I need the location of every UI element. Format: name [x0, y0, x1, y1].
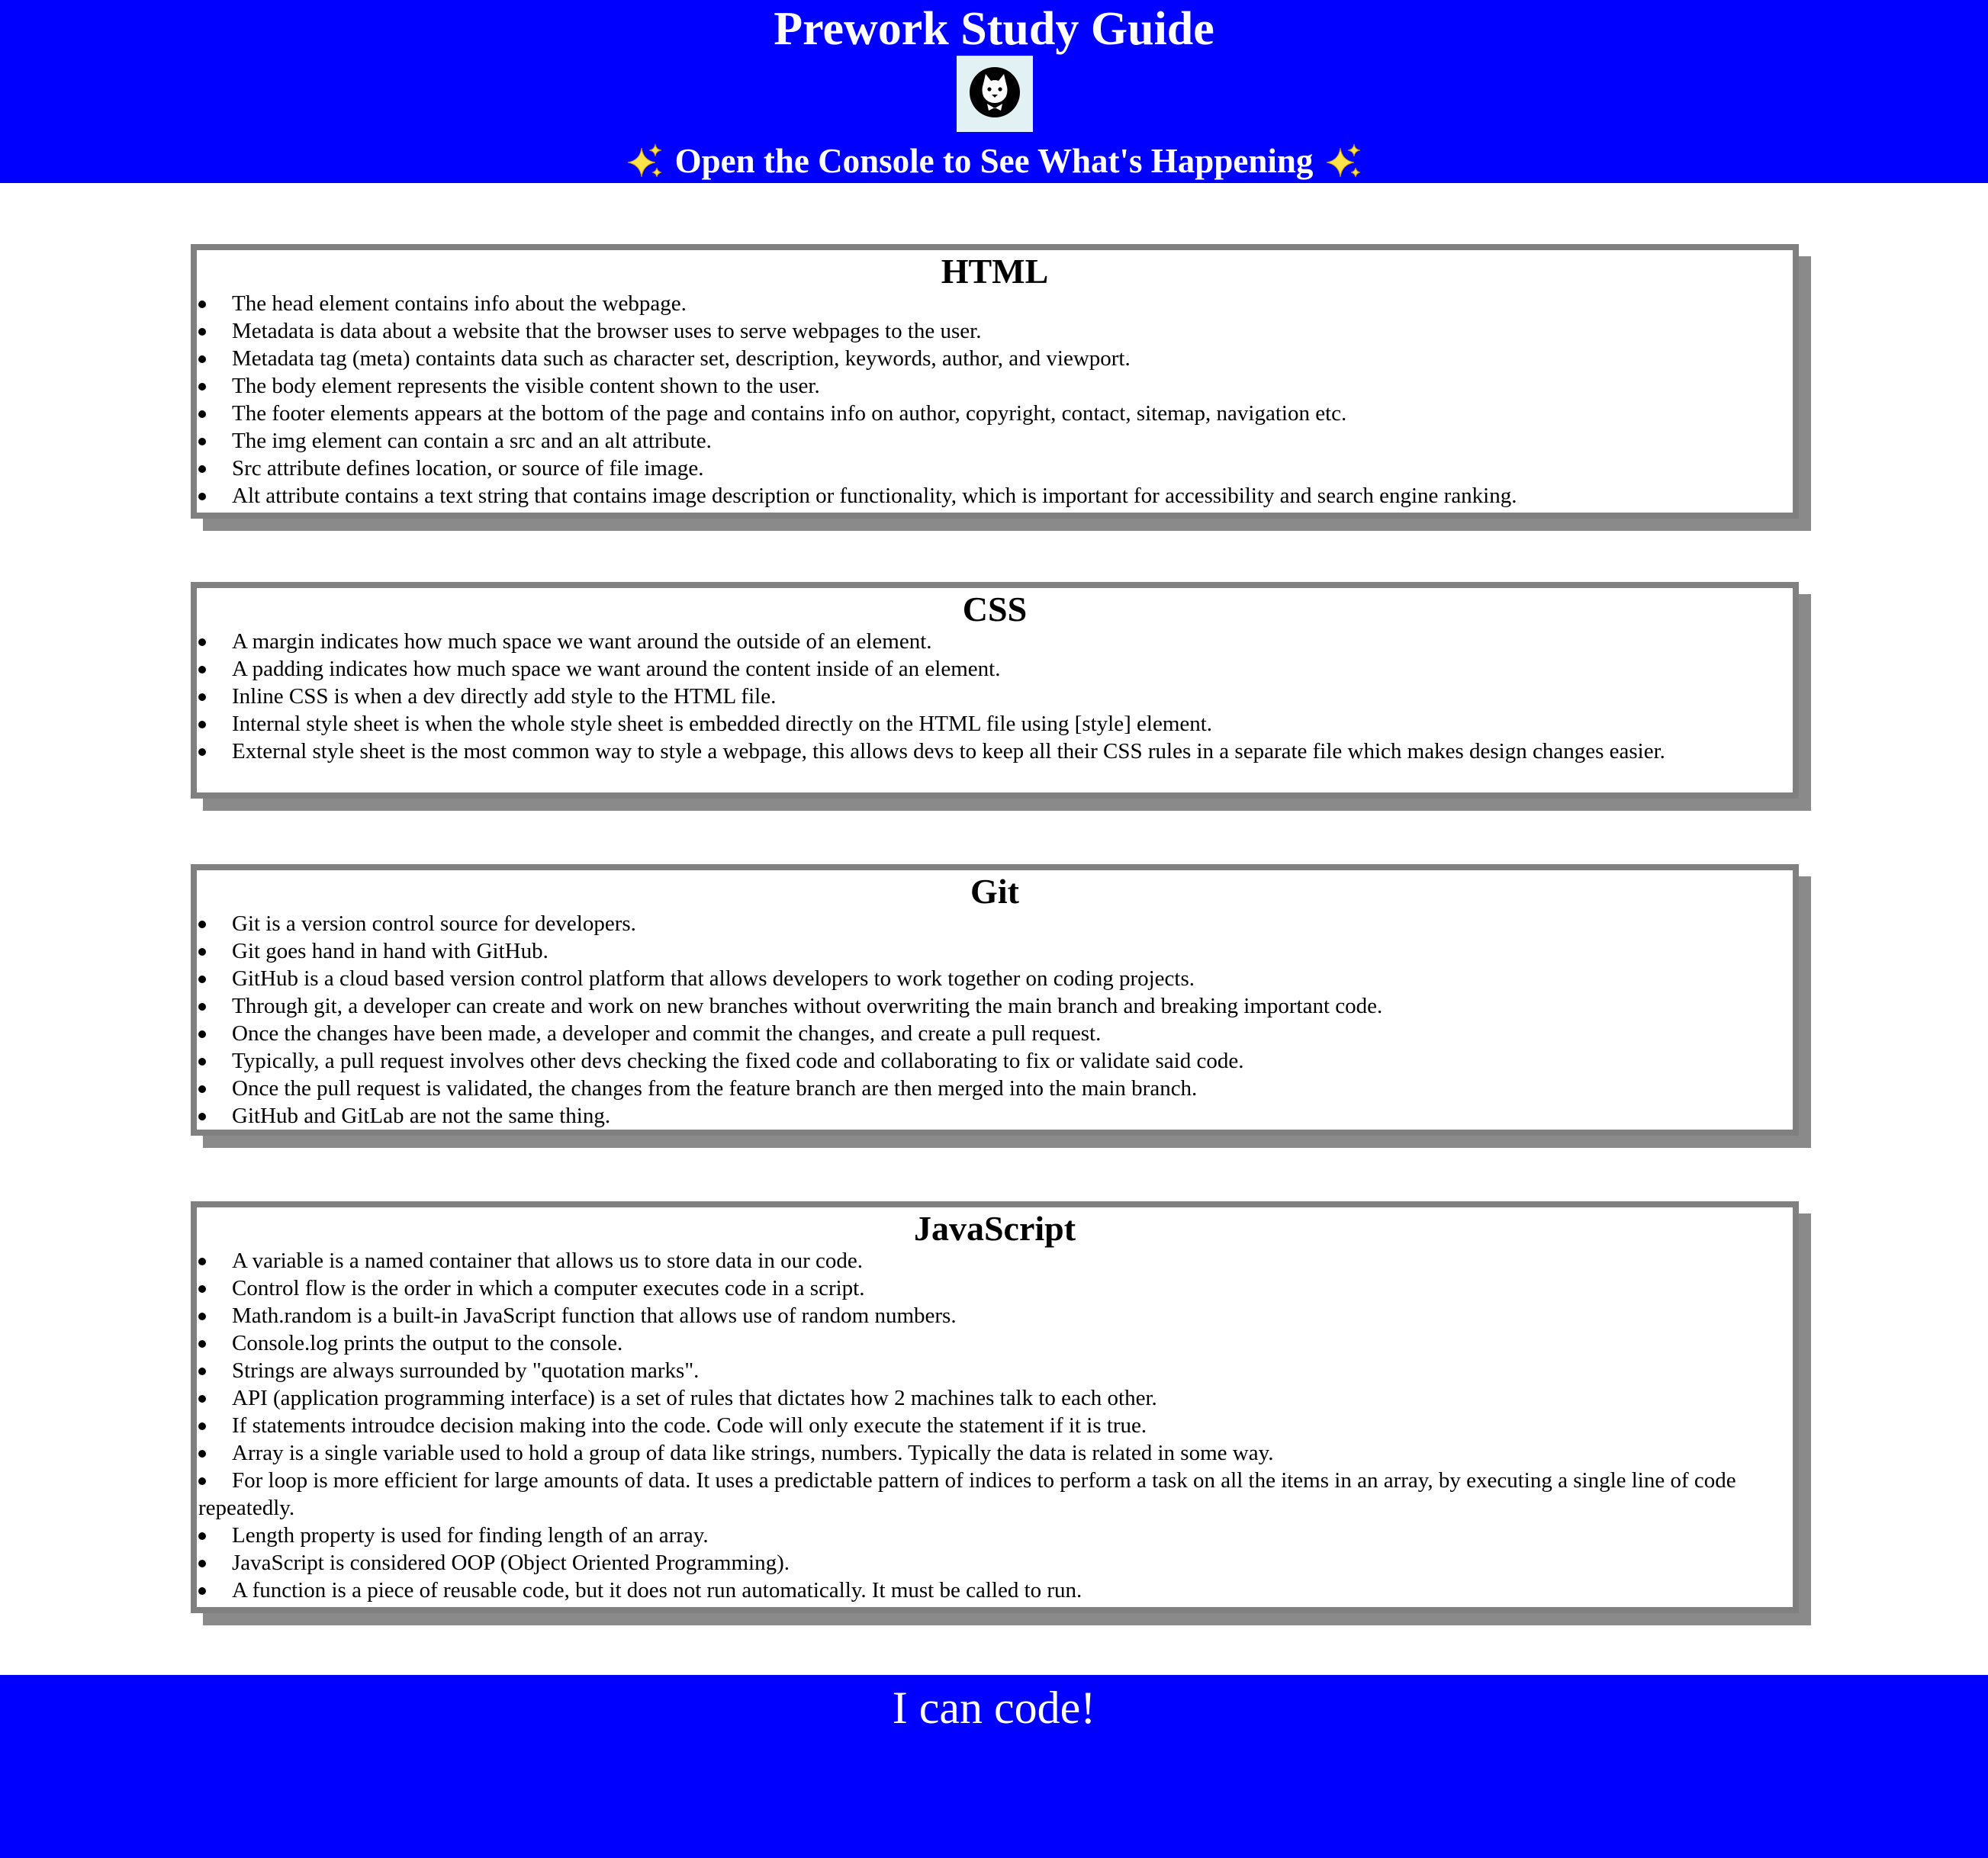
list-item-text: Once the pull request is validated, the changes from the feature branch are then merged into the main branch.: [232, 1076, 1198, 1101]
list-item: [198, 317, 1770, 345]
list-item-text: Strings are always surrounded by "quotation marks".: [232, 1358, 700, 1383]
section-title: Git: [970, 872, 1019, 911]
list-item: [198, 290, 1770, 317]
list-item-text: The head element contains info about the webpage.: [232, 291, 687, 316]
list-item-text: Once the changes have been made, a developer and commit the changes, and create a pull request.: [232, 1021, 1102, 1046]
list-item: [198, 1384, 1770, 1412]
bullet-icon: [198, 383, 206, 391]
bullet-icon: [198, 1085, 206, 1093]
bullet-icon: [198, 1258, 206, 1265]
bullet-icon: [198, 1560, 206, 1567]
list-item: [198, 1357, 1770, 1384]
bullet-icon: [198, 1313, 206, 1320]
section-title: JavaScript: [913, 1209, 1076, 1248]
bullet-icon: [198, 1450, 206, 1458]
list-item: [198, 1102, 1770, 1130]
section-list: [197, 1247, 1793, 1604]
bullet-icon: [198, 666, 206, 673]
list-item-text: GitHub and GitLab are not the same thing.: [232, 1104, 611, 1128]
list-item-text: The img element can contain a src and an alt attribute.: [232, 429, 712, 453]
list-item-text: Src attribute defines location, or source of file image.: [232, 456, 704, 481]
list-item-text: Length property is used for finding length of an array.: [232, 1523, 709, 1548]
section-list: [197, 628, 1793, 765]
list-item: [198, 1439, 1770, 1467]
bullet-icon: [198, 1587, 206, 1595]
list-item: [198, 1577, 1770, 1604]
bullet-icon: [198, 1340, 206, 1348]
list-item: [198, 992, 1770, 1020]
subtitle: [0, 137, 1988, 185]
section-card: [191, 864, 1799, 1136]
list-item: [198, 1275, 1770, 1302]
list-item: [198, 965, 1770, 992]
bullet-icon: [198, 1532, 206, 1540]
sparkles-icon: [1324, 142, 1363, 182]
list-item: [198, 937, 1770, 965]
bullet-icon: [198, 1422, 206, 1430]
list-item-text: Console.log prints the output to the console.: [232, 1331, 623, 1355]
list-item-text: If statements introudce decision making into the code. Code will only execute the statement if it is true.: [232, 1413, 1147, 1438]
list-item-text: Math.random is a built-in JavaScript function that allows use of random numbers.: [232, 1303, 957, 1328]
section-list: [197, 910, 1793, 1130]
list-item-text: For loop is more efficient for large amounts of data. It uses a predictable pattern of indices to perform a task on all the items in an array, by executing a single line of code repeatedly.: [198, 1468, 1736, 1520]
list-item-text: Control flow is the order in which a computer executes code in a script.: [232, 1276, 865, 1300]
bullet-icon: [198, 465, 206, 473]
list-item-text: Alt attribute contains a text string that contains image description or functionality, which is important for accessibility and search engine ranking.: [232, 484, 1517, 508]
bullet-icon: [198, 693, 206, 701]
bullet-icon: [198, 921, 206, 928]
list-item: [198, 738, 1770, 765]
bullet-icon: [198, 1368, 206, 1375]
list-item-text: A padding indicates how much space we want around the content inside of an element.: [232, 657, 1001, 681]
bullet-icon: [198, 948, 206, 956]
subtitle-text: Open the Console to See What's Happening: [674, 142, 1314, 180]
list-item-text: Metadata is data about a website that the browser uses to serve webpages to the user.: [232, 319, 982, 343]
bullet-icon: [198, 1030, 206, 1038]
list-item: [198, 1075, 1770, 1102]
section-title: CSS: [962, 590, 1028, 628]
list-item: [198, 1020, 1770, 1047]
list-item: [198, 1047, 1770, 1075]
bullet-icon: [198, 410, 206, 418]
list-item-text: GitHub is a cloud based version control platform that allows developers to work together on coding projects.: [232, 966, 1195, 991]
list-item: [198, 910, 1770, 937]
list-item-text: Array is a single variable used to hold a group of data like strings, numbers. Typically the data is related in some way.: [232, 1441, 1274, 1465]
list-item-text: The footer elements appears at the bottom of the page and contains info on author, copyright, contact, sitemap, navigation etc.: [232, 401, 1347, 426]
list-item-text: Inline CSS is when a dev directly add style to the HTML file.: [232, 684, 777, 709]
list-item-text: Typically, a pull request involves other devs checking the fixed code and collaborating to fix or validate said code.: [232, 1049, 1244, 1073]
cat-logo-icon: [957, 56, 1033, 132]
bullet-icon: [198, 976, 206, 983]
list-item: [198, 1522, 1770, 1549]
list-item: [198, 683, 1770, 710]
list-item-text: Through git, a developer can create and work on new branches without overwriting the main branch and breaking important code.: [232, 994, 1383, 1018]
bullet-icon: [198, 301, 206, 308]
list-item: [198, 427, 1770, 455]
list-item-text: External style sheet is the most common way to style a webpage, this allows devs to keep all their CSS rules in a separate file which makes design changes easier.: [232, 739, 1665, 763]
page-footer: [0, 1675, 1988, 1858]
sparkles-icon: [625, 142, 664, 182]
list-item-text: A function is a piece of reusable code, but it does not run automatically. It must be called to run.: [232, 1578, 1082, 1602]
list-item-text: A variable is a named container that allows us to store data in our code.: [232, 1249, 864, 1273]
page-title: Prework Study Guide: [774, 3, 1214, 55]
section-card: [191, 1201, 1799, 1613]
bullet-icon: [198, 748, 206, 756]
list-item: [198, 455, 1770, 482]
bullet-icon: [198, 1003, 206, 1011]
list-item: [198, 1247, 1770, 1275]
list-item-text: JavaScript is considered OOP (Object Oriented Programming).: [232, 1551, 790, 1575]
list-item-text: Git goes hand in hand with GitHub.: [232, 939, 548, 963]
bullet-icon: [198, 493, 206, 500]
bullet-icon: [198, 1058, 206, 1066]
list-item-text: Internal style sheet is when the whole style sheet is embedded directly on the HTML file using [style] element.: [232, 712, 1213, 736]
list-item-text: A margin indicates how much space we want around the outside of an element.: [232, 629, 932, 654]
bullet-icon: [198, 1395, 206, 1403]
bullet-icon: [198, 1113, 206, 1120]
bullet-icon: [198, 328, 206, 336]
bullet-icon: [198, 638, 206, 646]
section-card: [191, 582, 1799, 799]
bullet-icon: [198, 721, 206, 728]
list-item-text: The body element represents the visible content shown to the user.: [232, 374, 820, 398]
list-item: [198, 628, 1770, 655]
list-item: [198, 1412, 1770, 1439]
list-item: [198, 1467, 1770, 1522]
section-title: HTML: [941, 252, 1049, 291]
list-item: [198, 1302, 1770, 1329]
list-item: [198, 400, 1770, 427]
footer-text: I can code!: [892, 1683, 1096, 1733]
list-item: [198, 655, 1770, 683]
bullet-icon: [198, 1285, 206, 1293]
list-item: [198, 482, 1770, 510]
page-header: [0, 0, 1988, 183]
bullet-icon: [198, 355, 206, 363]
list-item-text: API (application programming interface) is a set of rules that dictates how 2 machines talk to each other.: [232, 1386, 1157, 1410]
list-item: [198, 345, 1770, 372]
list-item-text: Git is a version control source for developers.: [232, 911, 636, 936]
list-item: [198, 710, 1770, 738]
list-item: [198, 1329, 1770, 1357]
list-item: [198, 1549, 1770, 1577]
bullet-icon: [198, 1477, 206, 1485]
section-list: [197, 290, 1793, 510]
bullet-icon: [198, 438, 206, 445]
section-card: [191, 244, 1799, 519]
list-item: [198, 372, 1770, 400]
list-item-text: Metadata tag (meta) containts data such as character set, description, keywords, author, and viewport.: [232, 346, 1131, 371]
